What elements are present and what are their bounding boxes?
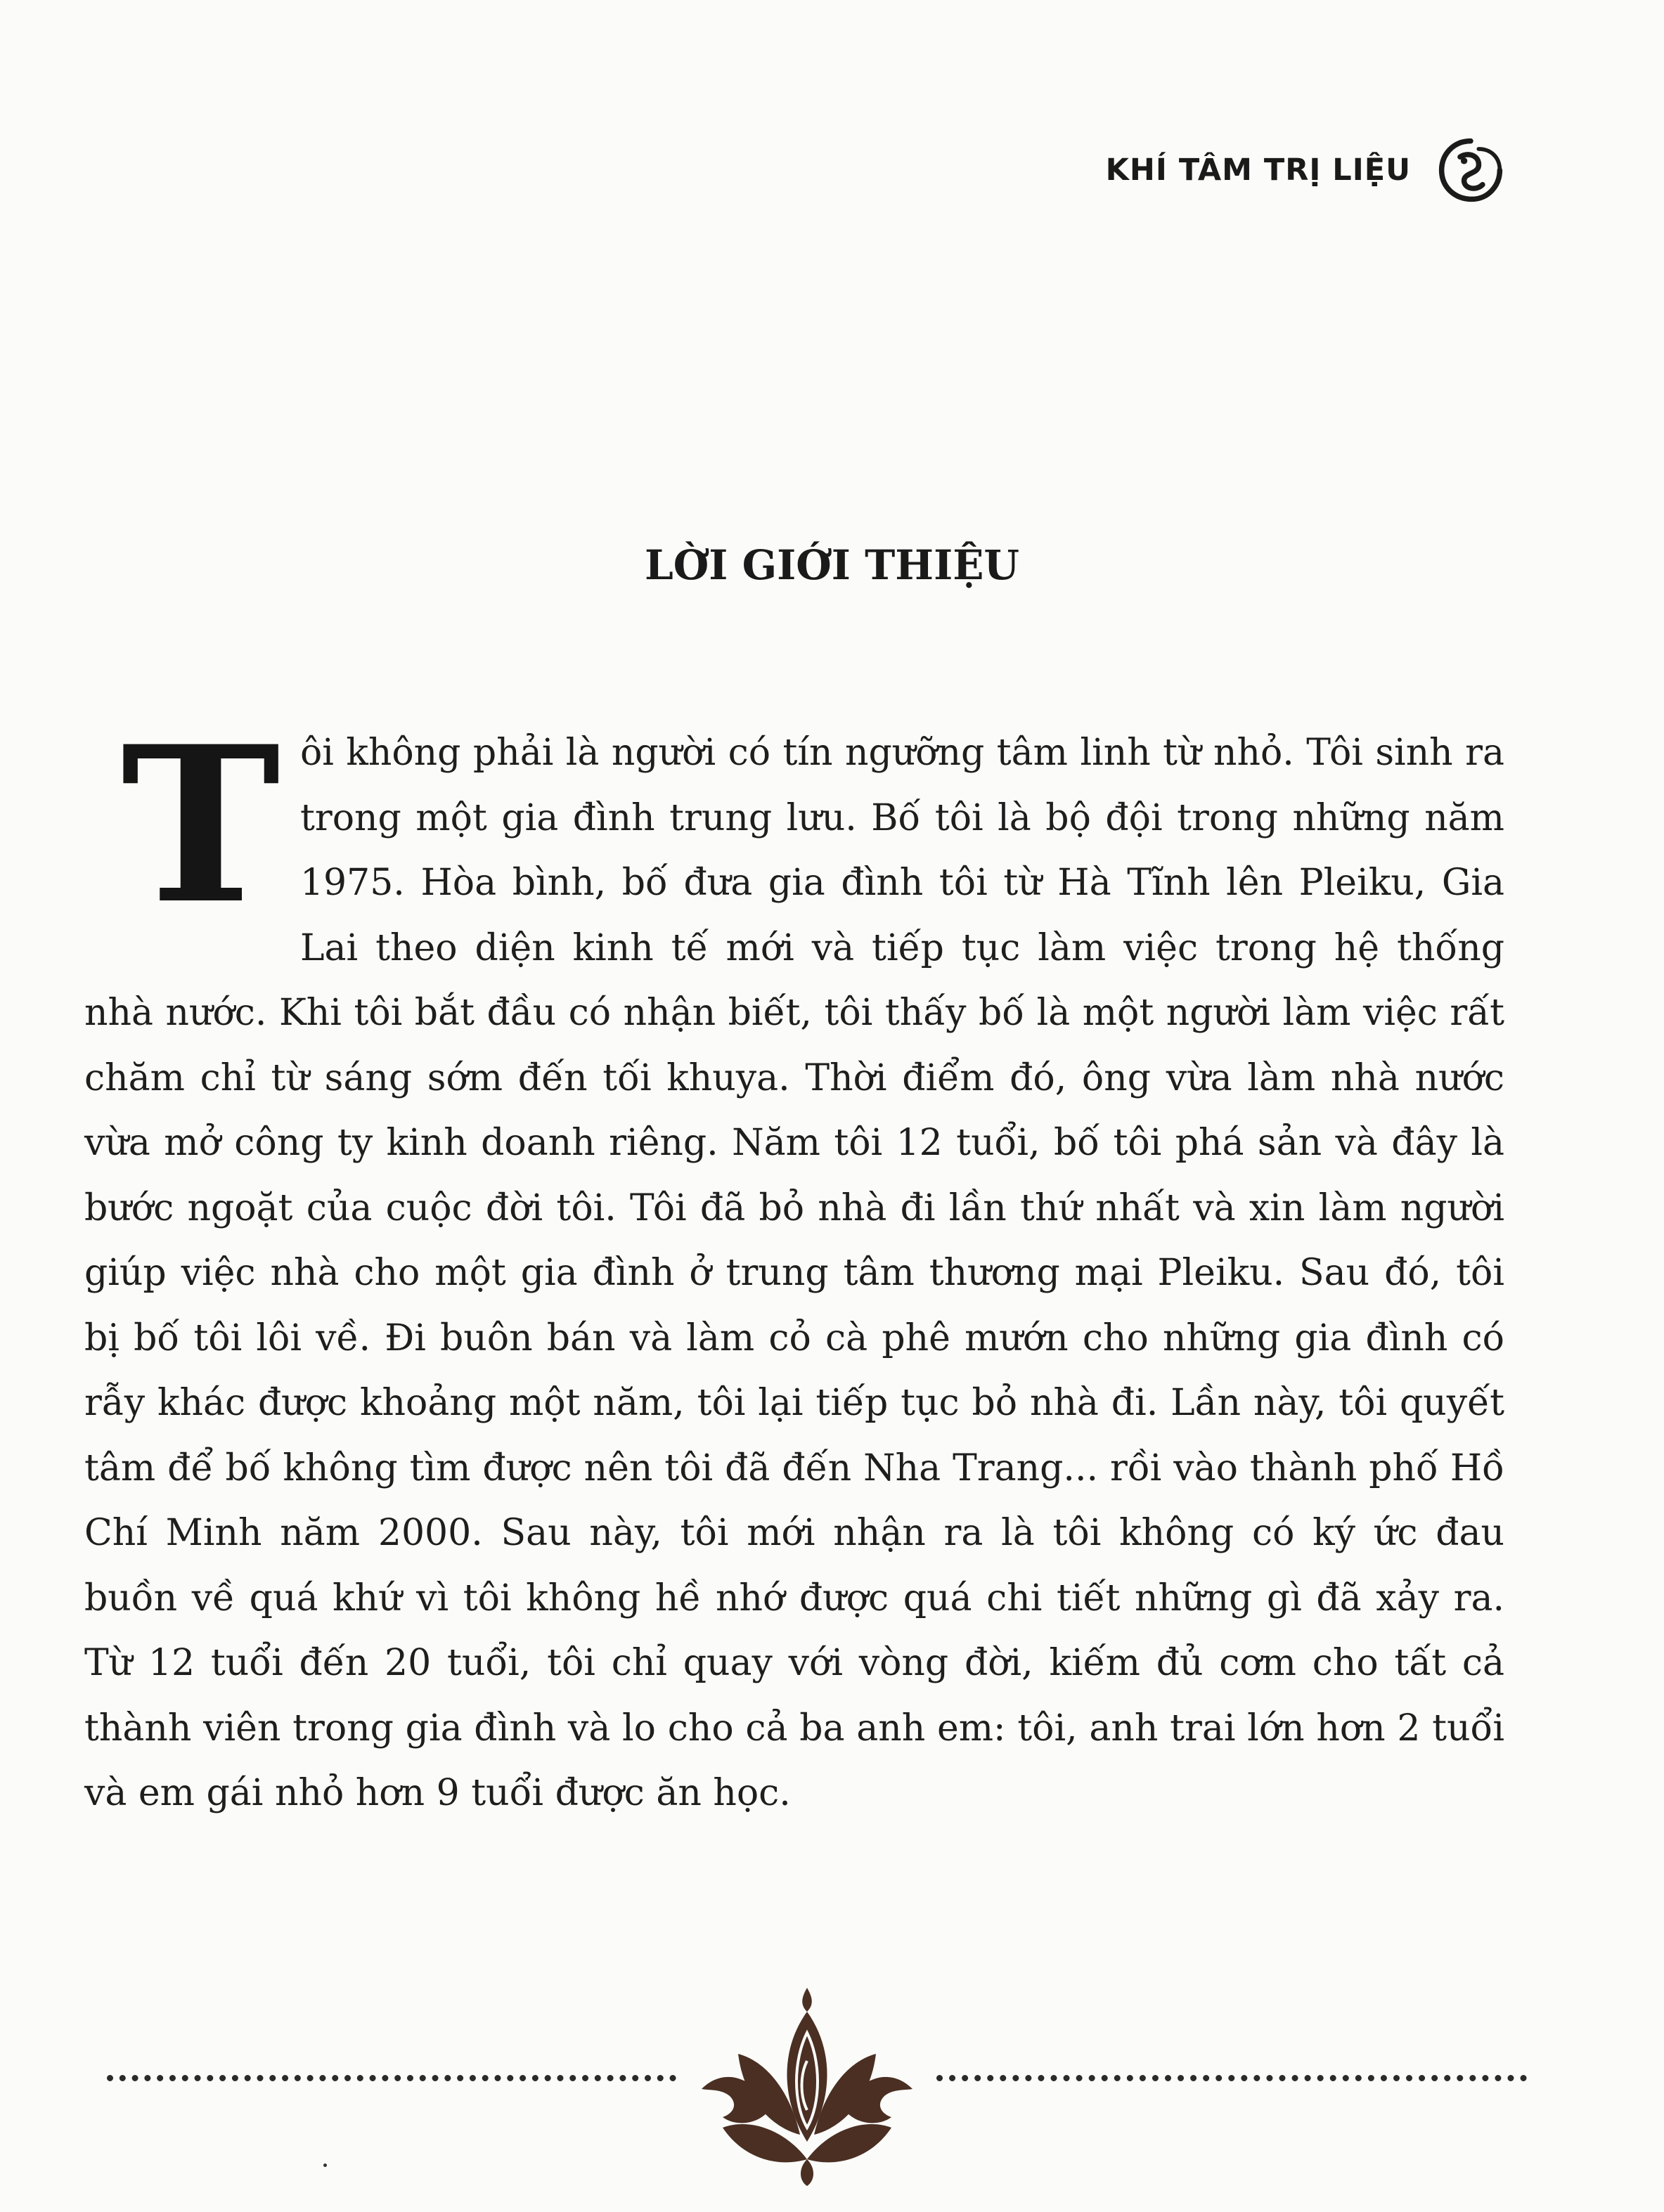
- footer-dotted-rule-right: [936, 2075, 1527, 2081]
- drop-cap: T: [121, 699, 280, 951]
- footer-dotted-rule-left: [107, 2075, 676, 2081]
- chapter-title: LỜI GIỚI THIỆU: [644, 541, 1020, 589]
- intro-paragraph: [84, 699, 1504, 1826]
- book-title: KHÍ TÂM TRỊ LIỆU: [1105, 153, 1411, 188]
- swirl-logo-icon: [1438, 137, 1504, 203]
- lotus-ornament-icon: [695, 1984, 920, 2187]
- running-header: [1106, 137, 1504, 203]
- paragraph-text: ôi không phải là người có tín ngưỡng tâm linh từ nhỏ. Tôi sinh ra trong một gia đình trung lưu. Bố tôi là bộ đội trong những năm 1975. Hòa bình, bố đưa gia đình tôi từ Hà Tĩnh lên Pleiku, Gia Lai theo diện kinh tế mới và tiếp tục làm việc trong hệ thống nhà nước. Khi tôi bắt đầu có nhận biết, tôi thấy bố là một người làm việc rất chăm chỉ từ sáng sớm đến tối khuya. Thời điểm đó, ông vừa làm nhà nước vừa mở công ty kinh doanh riêng. Năm tôi 12 tuổi, bố tôi phá sản và đây là bước ngoặt của cuộc đời tôi. Tôi đã bỏ nhà đi lần thứ nhất và xin làm người giúp việc nhà cho một gia đình ở trung tâm thương mại Pleiku. Sau đó, tôi bị bố tôi lôi về. Đi buôn bán và làm cỏ cà phê mướn cho những gia đình có rẫy khác được khoảng một năm, tôi lại tiếp tục bỏ nhà đi. Lần này, tôi quyết tâm để bố không tìm được nên tôi đã đến Nha Trang... rồi vào thành phố Hồ Chí Minh năm 2000. Sau này, tôi mới nhận ra là tôi không có ký ức đau buồn về quá khứ vì tôi không hề nhớ được quá chi tiết những gì đã xảy ra. Từ 12 tuổi đến 20 tuổi, tôi chỉ quay với vòng đời, kiếm đủ cơm cho tất cả thành viên trong gia đình và lo cho cả ba anh em: tôi, anh trai lớn hơn 2 tuổi và em gái nhỏ hơn 9 tuổi được ăn học.: [84, 732, 1504, 1814]
- body-text: [84, 699, 1504, 1826]
- print-speck: [323, 2164, 327, 2167]
